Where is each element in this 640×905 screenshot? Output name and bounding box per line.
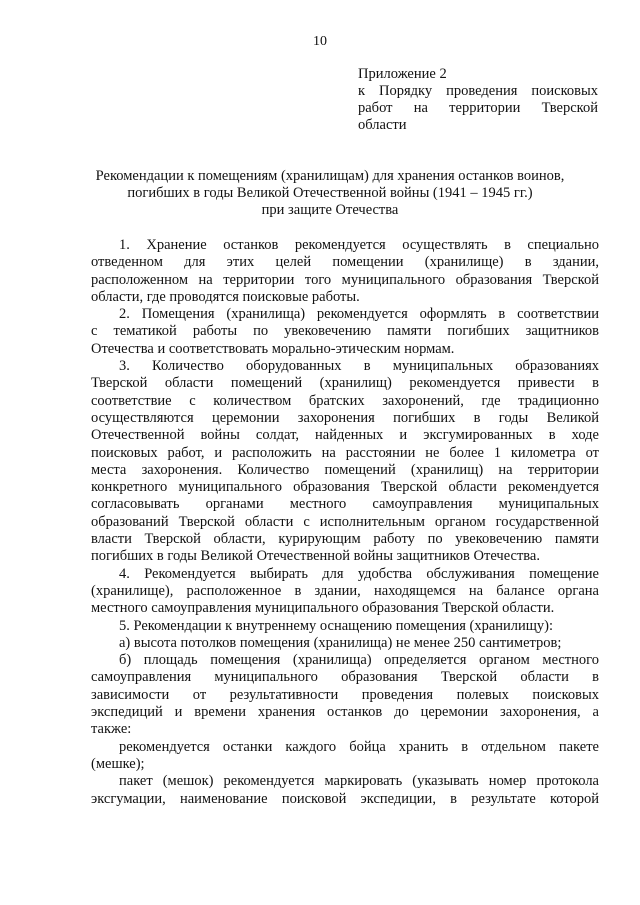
appendix-line: работ на территории Тверской: [358, 100, 598, 116]
appendix-line: к Порядку проведения поисковых: [358, 83, 598, 99]
paragraph-line: области, где проводятся поисковые работы.: [91, 288, 360, 305]
paragraph-line: погибших в годы Великой Отечественной войны защитников Отечества.: [91, 548, 540, 565]
paragraph-line: самоуправления муниципального образования Тверской области в: [91, 669, 599, 686]
paragraph-line: образований Тверской области с исполнительным органом государственной: [91, 513, 599, 530]
paragraph-line: с тематикой работы по увековечению памяти погибших защитников: [91, 323, 599, 340]
appendix-line: области: [358, 117, 407, 133]
paragraph-line: (хранилище), расположенное в здании, находящемся на балансе органа: [91, 582, 599, 599]
title-line: погибших в годы Великой Отечественной войны (1941 – 1945 гг.): [127, 185, 533, 201]
paragraph-line: экспедиций и времени хранения останков до церемонии захоронения, а: [91, 704, 599, 721]
paragraph: [91, 738, 599, 774]
paragraph-line: также:: [91, 721, 132, 738]
appendix-header: [358, 66, 598, 134]
document-body: [91, 237, 599, 808]
paragraph-line: Отечества и соответствовать морально-этическим нормам.: [91, 340, 455, 357]
paragraph: [91, 306, 599, 358]
paragraph-line: Тверской области помещений (хранилищ) рекомендуется привести в: [91, 375, 599, 392]
paragraph-line: пакет (мешок) рекомендуется маркировать (указывать номер протокола: [119, 773, 599, 790]
title-line: Рекомендации к помещениям (хранилищам) для хранения останков воинов,: [95, 168, 565, 184]
paragraph-line: осуществляются церемонии захоронения погибших в годы Великой: [91, 409, 599, 426]
paragraph: [91, 773, 599, 808]
paragraph: [91, 652, 599, 738]
paragraph-line: Отечественной войны солдат, найденных и эксгумированных в ходе: [91, 427, 599, 444]
paragraph-line: конкретного муниципального образования Тверской области рекомендуется: [91, 479, 599, 496]
paragraph-line: рекомендуется останки каждого бойца хранить в отдельном пакете: [119, 738, 599, 755]
paragraph: [91, 565, 599, 618]
paragraph-line: отведенном для этих целей помещении (хранилище) в здании,: [91, 254, 599, 271]
paragraph: [91, 358, 599, 566]
paragraph-line: местного самоуправления муниципального образования Тверской области.: [91, 600, 555, 617]
paragraph-line: 2. Помещения (хранилища) рекомендуется оформлять в соответствии: [119, 306, 599, 323]
paragraph-line: (мешке);: [91, 755, 145, 772]
paragraph-line: 3. Количество оборудованных в муниципальных образованиях: [119, 358, 599, 375]
paragraph-line: власти Тверской области, курирующим работу по увековечению памяти: [91, 531, 599, 548]
paragraph-line: соответствие с количеством братских захоронений, где традиционно: [91, 392, 599, 409]
paragraph-line: 4. Рекомендуется выбирать для удобства обслуживания помещение: [119, 565, 599, 582]
paragraph: [91, 237, 599, 306]
paragraph-line: расположенном на территории того муниципального образования Тверской: [91, 271, 599, 288]
paragraph-line: зависимости от результативности проведения полевых поисковых: [91, 686, 599, 703]
appendix-line: Приложение 2: [358, 66, 447, 82]
paragraph: [119, 635, 599, 652]
paragraph-line: 5. Рекомендации к внутреннему оснащению помещения (хранилищу):: [119, 617, 554, 634]
paragraph-line: места захоронения. Количество помещений (хранилищ) на территории: [91, 461, 599, 478]
paragraph: [119, 618, 599, 635]
paragraph-line: согласовывать органами местного самоуправления муниципальных: [91, 496, 599, 513]
paragraph-line: б) площадь помещения (хранилища) определяется органом местного: [119, 652, 599, 669]
title-line: при защите Отечества: [261, 202, 399, 218]
paragraph-line: поисковых работ, и расположить на расстоянии не более 1 километра от: [91, 444, 599, 461]
paragraph-line: 1. Хранение останков рекомендуется осуществлять в специально: [119, 237, 599, 253]
paragraph-line: а) высота потолков помещения (хранилища) не менее 250 сантиметров;: [119, 634, 562, 651]
document-title: [60, 168, 600, 219]
page-number: 10: [313, 34, 327, 49]
paragraph-line: эксгумации, наименование поисковой экспедиции, в результате которой: [91, 790, 599, 807]
